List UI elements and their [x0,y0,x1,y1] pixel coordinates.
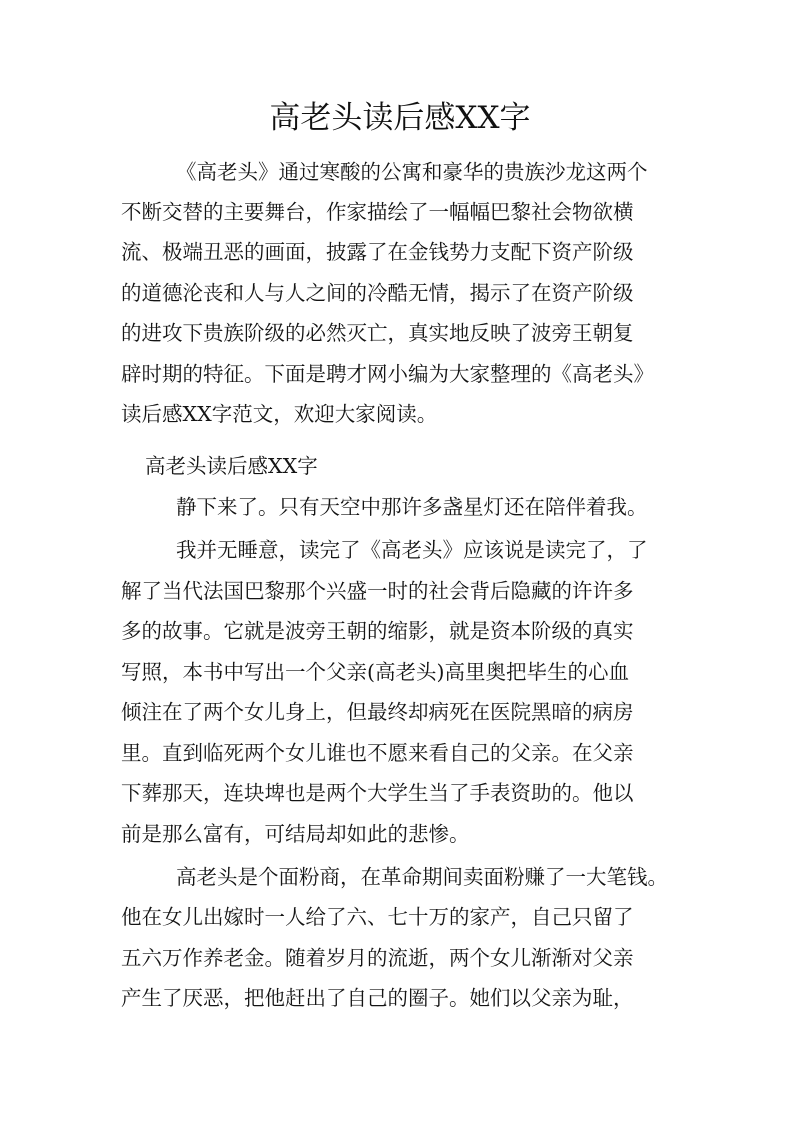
paragraph-line: 读后感XX字范文，欢迎大家阅读。 [121,402,438,426]
paragraph-line: 不断交替的主要舞台，作家描绘了一幅幅巴黎社会物欲横 [121,200,634,224]
paragraph-line: 下葬那天，连块埤也是两个大学生当了手表资助的。他以 [121,781,634,805]
paragraph-line: 五六万作养老金。随着岁月的流逝，两个女儿渐渐对父亲 [121,946,634,970]
paragraph-line: 的进攻下贵族阶级的必然灭亡，真实地反映了波旁王朝复 [121,321,634,345]
paragraph-line: 产生了厌恶，把他赶出了自己的圈子。她们以父亲为耻， [121,986,634,1010]
paragraph-line: 辟时期的特征。下面是聘才网小编为大家整理的《高老头》 [121,362,654,386]
paragraph-line: 倾注在了两个女儿身上，但最终却病死在医院黑暗的病房 [121,700,634,724]
paragraph-line: 流、极端丑恶的画面，披露了在金钱势力支配下资产阶级 [121,240,634,264]
paragraph-line: 我并无睡意，读完了《高老头》应该说是读完了，了 [176,538,648,562]
paragraph-line: 前是那么富有，可结局却如此的悲惨。 [121,822,470,846]
paragraph-line: 解了当代法国巴黎那个兴盛一时的社会背后隐藏的许许多 [121,579,634,603]
section-heading: 高老头读后感XX字 [145,454,318,478]
paragraph-line: 里。直到临死两个女儿谁也不愿来看自己的父亲。在父亲 [121,741,634,765]
paragraph-line: 他在女儿出嫁时一人给了六、七十万的家产，自己只留了 [121,905,634,929]
paragraph-line: 的道德沦丧和人与人之间的冷酷无情，揭示了在资产阶级 [121,281,634,305]
paragraph-line: 多的故事。它就是波旁王朝的缩影，就是资本阶级的真实 [121,619,634,643]
paragraph-line: 《高老头》通过寒酸的公寓和豪华的贵族沙龙这两个 [176,160,648,184]
paragraph-line: 静下来了。只有天空中那许多盏星灯还在陪伴着我。 [176,495,648,519]
document-title: 高老头读后感XX字 [269,100,531,136]
paragraph-line: 写照，本书中写出一个父亲(高老头)高里奥把毕生的心血 [121,660,629,684]
paragraph-line: 高老头是个面粉商，在革命期间卖面粉赚了一大笔钱。 [176,865,668,889]
